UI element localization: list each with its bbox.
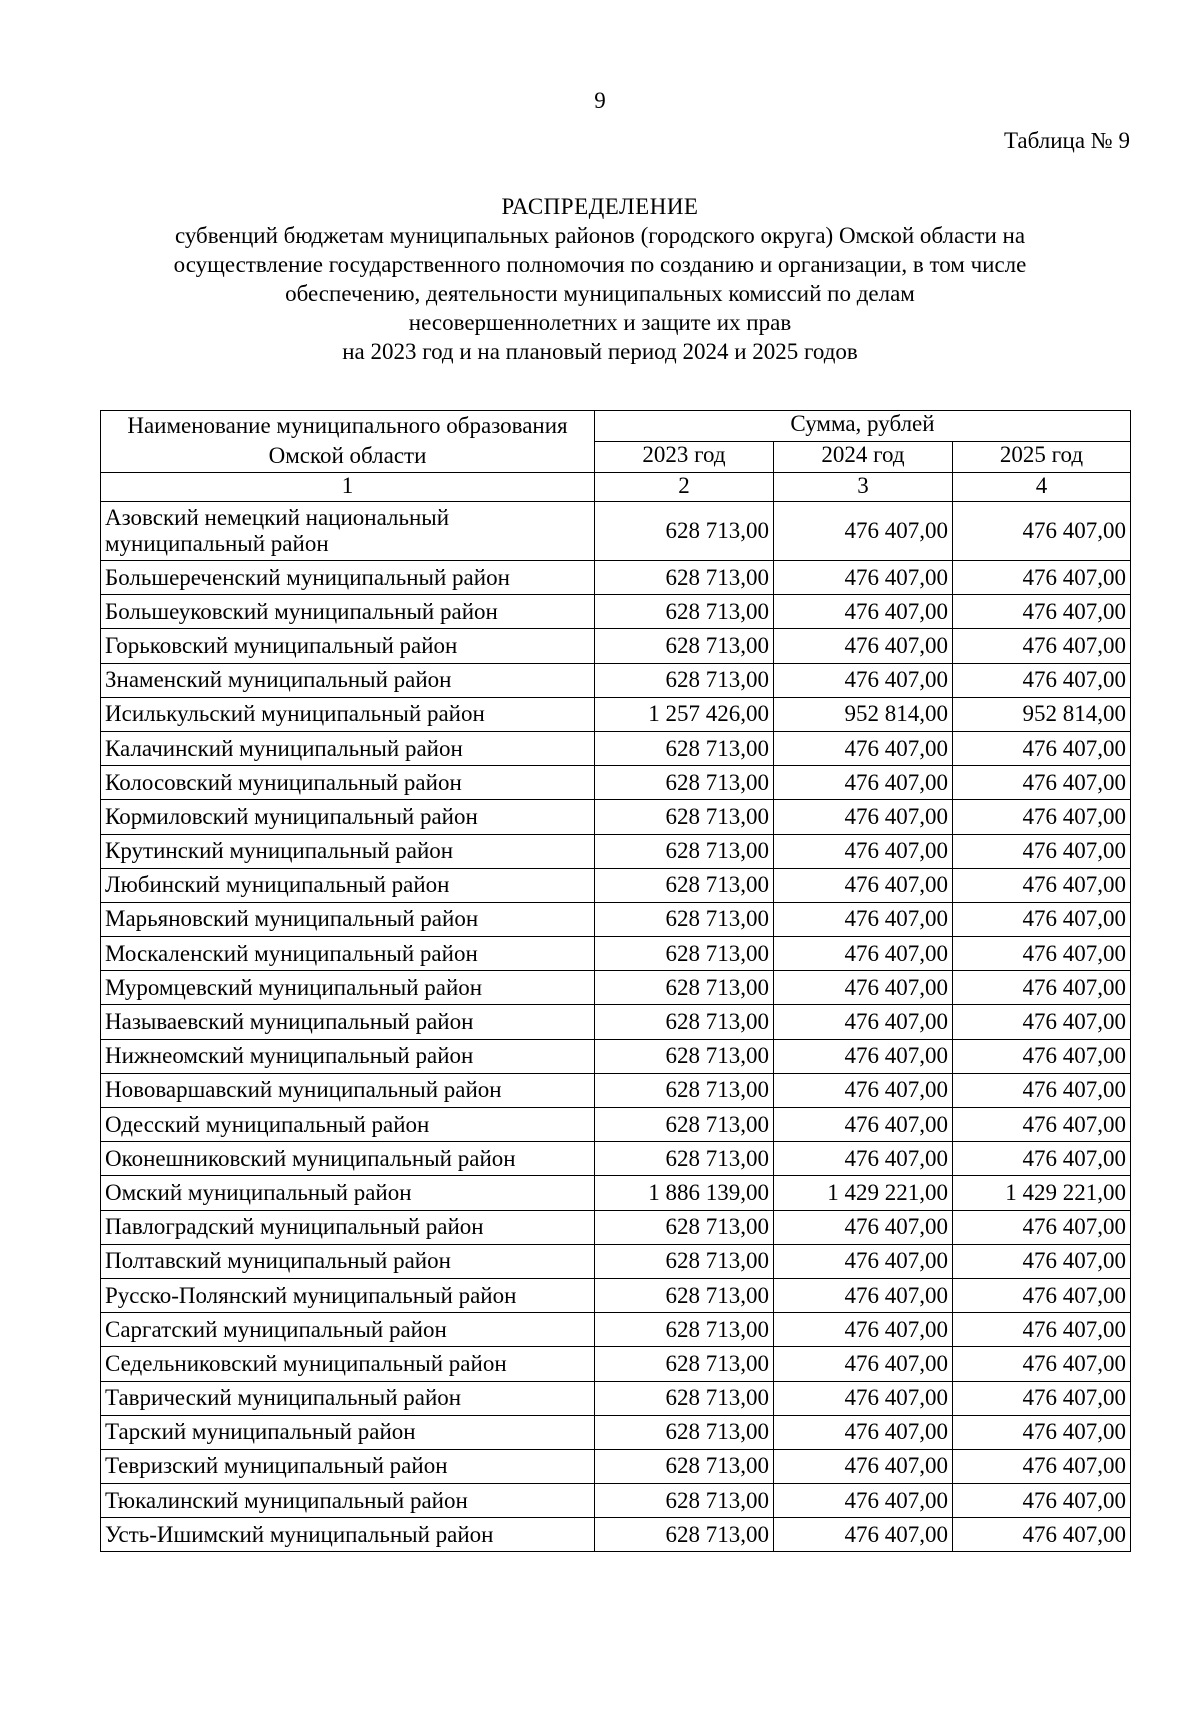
district-name-cell: Седельниковский муниципальный район <box>101 1347 595 1381</box>
amount-2023-cell: 628 713,00 <box>595 1415 774 1449</box>
district-name-cell: Таврический муниципальный район <box>101 1381 595 1415</box>
table-row <box>101 971 1131 1005</box>
amount-2025-cell: 476 407,00 <box>953 1278 1131 1312</box>
amount-2025-cell: 476 407,00 <box>953 663 1131 697</box>
amount-2024-cell: 1 429 221,00 <box>774 1176 953 1210</box>
heading-title: РАСПРЕДЕЛЕНИЕ <box>501 194 699 219</box>
heading-line: обеспечению, деятельности муниципальных комиссий по делам <box>285 281 915 306</box>
amount-2023-cell: 628 713,00 <box>595 1449 774 1483</box>
column-header-year: 2023 год <box>595 442 774 473</box>
amount-2023-cell: 628 713,00 <box>595 595 774 629</box>
amount-2024-cell: 476 407,00 <box>774 1073 953 1107</box>
amount-2024-cell: 476 407,00 <box>774 971 953 1005</box>
district-name-cell: Тюкалинский муниципальный район <box>101 1484 595 1518</box>
amount-2025-cell: 476 407,00 <box>953 731 1131 765</box>
district-name-cell: Муромцевский муниципальный район <box>101 971 595 1005</box>
amount-2024-cell: 476 407,00 <box>774 731 953 765</box>
amount-2023-cell: 628 713,00 <box>595 1108 774 1142</box>
amount-2024-cell: 476 407,00 <box>774 1313 953 1347</box>
amount-2023-cell: 628 713,00 <box>595 766 774 800</box>
amount-2024-cell: 476 407,00 <box>774 629 953 663</box>
column-number: 4 <box>953 473 1131 502</box>
amount-2025-cell: 476 407,00 <box>953 502 1131 561</box>
district-name-cell: Нововаршавский муниципальный район <box>101 1073 595 1107</box>
amount-2025-cell: 476 407,00 <box>953 868 1131 902</box>
table-row <box>101 731 1131 765</box>
table-row <box>101 629 1131 663</box>
heading-line: осуществление государственного полномочия по созданию и организации, в том числе <box>173 252 1027 277</box>
amount-2025-cell: 476 407,00 <box>953 1313 1131 1347</box>
table-row <box>101 834 1131 868</box>
amount-2023-cell: 628 713,00 <box>595 937 774 971</box>
amount-2024-cell: 476 407,00 <box>774 937 953 971</box>
district-name-cell: Москаленский муниципальный район <box>101 937 595 971</box>
amount-2024-cell: 476 407,00 <box>774 502 953 561</box>
district-name-cell: Большеуковский муниципальный район <box>101 595 595 629</box>
page-number: 9 <box>594 88 606 113</box>
district-name-cell: Одесский муниципальный район <box>101 1108 595 1142</box>
table-row <box>101 1381 1131 1415</box>
amount-2025-cell: 476 407,00 <box>953 1347 1131 1381</box>
district-name-cell: Азовский немецкий национальный муниципальный район <box>101 502 595 561</box>
amount-2025-cell: 476 407,00 <box>953 1484 1131 1518</box>
table-row <box>101 1108 1131 1142</box>
amount-2023-cell: 628 713,00 <box>595 1278 774 1312</box>
amount-2025-cell: 476 407,00 <box>953 1415 1131 1449</box>
district-name-cell: Горьковский муниципальный район <box>101 629 595 663</box>
amount-2025-cell: 476 407,00 <box>953 1244 1131 1278</box>
district-name-cell: Нижнеомский муниципальный район <box>101 1039 595 1073</box>
table-row <box>101 1005 1131 1039</box>
table-row <box>101 1347 1131 1381</box>
district-name-cell: Русско-Полянский муниципальный район <box>101 1278 595 1312</box>
amount-2025-cell: 476 407,00 <box>953 1005 1131 1039</box>
amount-2023-cell: 628 713,00 <box>595 1347 774 1381</box>
amount-2025-cell: 476 407,00 <box>953 629 1131 663</box>
amount-2023-cell: 628 713,00 <box>595 1039 774 1073</box>
amount-2024-cell: 952 814,00 <box>774 697 953 731</box>
district-name-cell: Усть-Ишимский муниципальный район <box>101 1518 595 1552</box>
district-name-cell: Знаменский муниципальный район <box>101 663 595 697</box>
amount-2023-cell: 628 713,00 <box>595 1518 774 1552</box>
amount-2025-cell: 476 407,00 <box>953 1039 1131 1073</box>
amount-2024-cell: 476 407,00 <box>774 1347 953 1381</box>
amount-2023-cell: 628 713,00 <box>595 663 774 697</box>
amount-2023-cell: 628 713,00 <box>595 1244 774 1278</box>
amount-2025-cell: 476 407,00 <box>953 766 1131 800</box>
table-row <box>101 1449 1131 1483</box>
table-row <box>101 561 1131 595</box>
amount-2024-cell: 476 407,00 <box>774 1484 953 1518</box>
amount-2024-cell: 476 407,00 <box>774 834 953 868</box>
table-row <box>101 1073 1131 1107</box>
amount-2023-cell: 628 713,00 <box>595 834 774 868</box>
table-row <box>101 1415 1131 1449</box>
amount-2025-cell: 476 407,00 <box>953 1518 1131 1552</box>
amount-2023-cell: 628 713,00 <box>595 1073 774 1107</box>
table-row <box>101 1244 1131 1278</box>
amount-2024-cell: 476 407,00 <box>774 1210 953 1244</box>
amount-2023-cell: 628 713,00 <box>595 868 774 902</box>
district-name-cell: Большереченский муниципальный район <box>101 561 595 595</box>
amount-2025-cell: 476 407,00 <box>953 561 1131 595</box>
table-row <box>101 595 1131 629</box>
amount-2025-cell: 476 407,00 <box>953 800 1131 834</box>
amount-2025-cell: 476 407,00 <box>953 1449 1131 1483</box>
amount-2025-cell: 476 407,00 <box>953 1142 1131 1176</box>
table-row <box>101 1210 1131 1244</box>
column-number: 1 <box>101 473 595 502</box>
amount-2025-cell: 476 407,00 <box>953 834 1131 868</box>
table-row <box>101 937 1131 971</box>
amount-2024-cell: 476 407,00 <box>774 1108 953 1142</box>
table-row <box>101 868 1131 902</box>
amount-2023-cell: 628 713,00 <box>595 1142 774 1176</box>
district-name-cell: Калачинский муниципальный район <box>101 731 595 765</box>
amount-2024-cell: 476 407,00 <box>774 868 953 902</box>
district-name-cell: Крутинский муниципальный район <box>101 834 595 868</box>
district-name-cell: Тарский муниципальный район <box>101 1415 595 1449</box>
amount-2023-cell: 628 713,00 <box>595 1381 774 1415</box>
amount-2023-cell: 628 713,00 <box>595 1313 774 1347</box>
amount-2025-cell: 476 407,00 <box>953 971 1131 1005</box>
amount-2024-cell: 476 407,00 <box>774 1415 953 1449</box>
table-row <box>101 663 1131 697</box>
column-header-name: Наименование муниципального образования Омской области <box>101 411 595 473</box>
distribution-table <box>100 410 1131 1552</box>
district-name-cell: Тевризский муниципальный район <box>101 1449 595 1483</box>
amount-2023-cell: 1 257 426,00 <box>595 697 774 731</box>
district-name-cell: Любинский муниципальный район <box>101 868 595 902</box>
amount-2025-cell: 476 407,00 <box>953 1108 1131 1142</box>
amount-2024-cell: 476 407,00 <box>774 1005 953 1039</box>
amount-2023-cell: 628 713,00 <box>595 1210 774 1244</box>
amount-2024-cell: 476 407,00 <box>774 1518 953 1552</box>
amount-2025-cell: 476 407,00 <box>953 1381 1131 1415</box>
amount-2025-cell: 476 407,00 <box>953 1073 1131 1107</box>
table-row <box>101 697 1131 731</box>
amount-2024-cell: 476 407,00 <box>774 1244 953 1278</box>
amount-2025-cell: 476 407,00 <box>953 902 1131 936</box>
table-row <box>101 1176 1131 1210</box>
column-number: 2 <box>595 473 774 502</box>
amount-2025-cell: 1 429 221,00 <box>953 1176 1131 1210</box>
table-row <box>101 1484 1131 1518</box>
amount-2024-cell: 476 407,00 <box>774 663 953 697</box>
amount-2025-cell: 476 407,00 <box>953 595 1131 629</box>
amount-2025-cell: 952 814,00 <box>953 697 1131 731</box>
amount-2023-cell: 628 713,00 <box>595 1005 774 1039</box>
amount-2024-cell: 476 407,00 <box>774 902 953 936</box>
table-row <box>101 1278 1131 1312</box>
table-row <box>101 1518 1131 1552</box>
amount-2024-cell: 476 407,00 <box>774 561 953 595</box>
table-row <box>101 1039 1131 1073</box>
amount-2024-cell: 476 407,00 <box>774 1278 953 1312</box>
district-name-cell: Павлоградский муниципальный район <box>101 1210 595 1244</box>
table-row <box>101 902 1131 936</box>
amount-2024-cell: 476 407,00 <box>774 1142 953 1176</box>
table-row <box>101 502 1131 561</box>
column-header-year: 2024 год <box>774 442 953 473</box>
column-header-year: 2025 год <box>953 442 1131 473</box>
heading-line: несовершеннолетних и защите их прав <box>408 310 792 335</box>
amount-2025-cell: 476 407,00 <box>953 1210 1131 1244</box>
district-name-cell: Колосовский муниципальный район <box>101 766 595 800</box>
amount-2024-cell: 476 407,00 <box>774 766 953 800</box>
district-name-cell: Кормиловский муниципальный район <box>101 800 595 834</box>
heading-line: субвенций бюджетам муниципальных районов (городского округа) Омской области на <box>174 223 1026 248</box>
amount-2023-cell: 628 713,00 <box>595 731 774 765</box>
amount-2023-cell: 1 886 139,00 <box>595 1176 774 1210</box>
district-name-cell: Саргатский муниципальный район <box>101 1313 595 1347</box>
document-heading <box>0 192 1200 366</box>
amount-2024-cell: 476 407,00 <box>774 1449 953 1483</box>
district-name-cell: Исилькульский муниципальный район <box>101 697 595 731</box>
amount-2024-cell: 476 407,00 <box>774 1039 953 1073</box>
amount-2024-cell: 476 407,00 <box>774 800 953 834</box>
district-name-cell: Называевский муниципальный район <box>101 1005 595 1039</box>
table-label: Таблица № 9 <box>1003 128 1130 153</box>
table-row <box>101 800 1131 834</box>
table-row <box>101 766 1131 800</box>
amount-2023-cell: 628 713,00 <box>595 561 774 595</box>
district-name-cell: Марьяновский муниципальный район <box>101 902 595 936</box>
amount-2023-cell: 628 713,00 <box>595 1484 774 1518</box>
district-name-cell: Оконешниковский муниципальный район <box>101 1142 595 1176</box>
amount-2023-cell: 628 713,00 <box>595 800 774 834</box>
table-body <box>101 502 1131 1552</box>
column-number: 3 <box>774 473 953 502</box>
amount-2024-cell: 476 407,00 <box>774 1381 953 1415</box>
table-row <box>101 1142 1131 1176</box>
heading-line: на 2023 год и на плановый период 2024 и 2025 годов <box>342 339 858 364</box>
district-name-cell: Полтавский муниципальный район <box>101 1244 595 1278</box>
amount-2023-cell: 628 713,00 <box>595 629 774 663</box>
amount-2024-cell: 476 407,00 <box>774 595 953 629</box>
district-name-cell: Омский муниципальный район <box>101 1176 595 1210</box>
column-header-sum: Сумма, рублей <box>595 411 1131 442</box>
table-row <box>101 1313 1131 1347</box>
amount-2023-cell: 628 713,00 <box>595 971 774 1005</box>
amount-2025-cell: 476 407,00 <box>953 937 1131 971</box>
amount-2023-cell: 628 713,00 <box>595 502 774 561</box>
amount-2023-cell: 628 713,00 <box>595 902 774 936</box>
